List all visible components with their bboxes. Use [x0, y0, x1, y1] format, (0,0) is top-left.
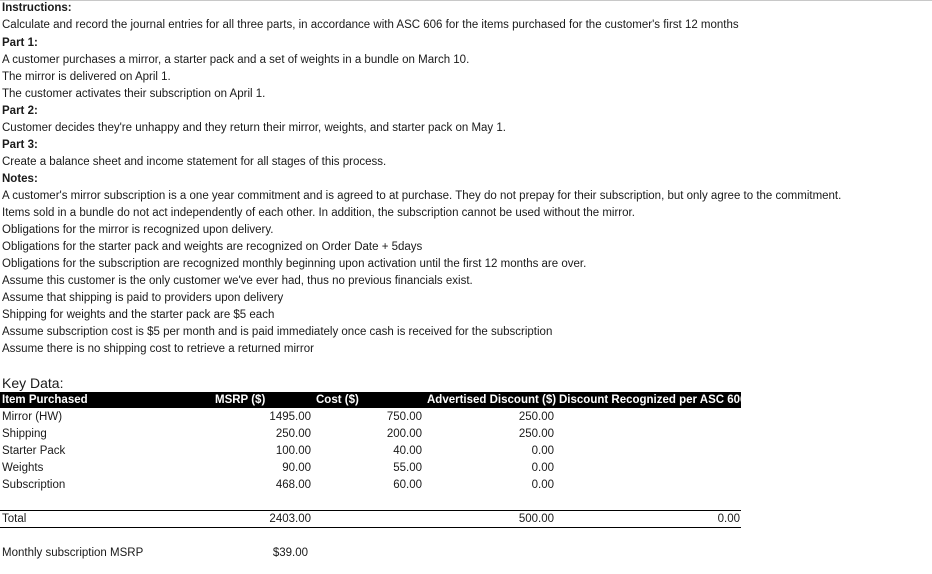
row-advertised-discount: 0.00	[531, 479, 554, 491]
part1-line: The mirror is delivered on April 1.	[2, 71, 171, 83]
row-cost: 55.00	[393, 462, 422, 474]
monthly-subscription-label: Monthly subscription MSRP	[2, 547, 144, 559]
row-msrp: 468.00	[275, 479, 311, 491]
note-line: A customer's mirror subscription is a one year commitment and is agreed to at purchase. They do not prepay for their subscription, but only agree to the commitment.	[2, 190, 842, 202]
note-line: Assume this customer is the only customer we've ever had, thus no previous financials exist.	[2, 275, 473, 287]
row-cost: 40.00	[393, 445, 422, 457]
total-asc606-discount: 0.00	[717, 513, 740, 525]
part2-line: Customer decides they're unhappy and they return their mirror, weights, and starter pack on May 1.	[2, 122, 506, 134]
total-msrp: 2403.00	[269, 513, 311, 525]
note-line: Assume that shipping is paid to providers upon delivery	[2, 292, 284, 304]
row-cost: 60.00	[393, 479, 422, 491]
row-msrp: 100.00	[275, 445, 311, 457]
row-cost: 200.00	[386, 428, 422, 440]
part1-label: Part 1:	[2, 37, 38, 49]
total-advertised-discount: 500.00	[518, 513, 554, 525]
note-line: Assume subscription cost is $5 per month and is paid immediately once cash is received for the subscription	[2, 326, 553, 338]
note-line: Obligations for the starter pack and weights are recognized on Order Date + 5days	[2, 241, 423, 253]
part1-line: A customer purchases a mirror, a starter pack and a set of weights in a bundle on March 10.	[2, 54, 470, 66]
note-line: Obligations for the mirror is recognized upon delivery.	[2, 224, 274, 236]
row-item: Mirror (HW)	[2, 411, 63, 423]
key-data-header-row	[0, 392, 747, 408]
top-border	[0, 0, 932, 1]
row-msrp: 250.00	[275, 428, 311, 440]
row-cost: 750.00	[386, 411, 422, 423]
header-msrp: MSRP ($)	[215, 394, 266, 406]
part3-label: Part 3:	[2, 139, 38, 151]
instructions-text: Calculate and record the journal entries for all three parts, in accordance with ASC 606 for the items purchased for the customer's first 12 months	[2, 19, 739, 31]
part3-line: Create a balance sheet and income statement for all stages of this process.	[2, 156, 387, 168]
notes-label: Notes:	[2, 173, 38, 185]
header-asc606-discount: Discount Recognized per ASC 606	[559, 394, 747, 406]
part2-label: Part 2:	[2, 105, 38, 117]
part1-line: The customer activates their subscription on April 1.	[2, 88, 266, 100]
total-bottom-border	[0, 527, 741, 528]
total-top-border	[0, 510, 741, 511]
note-line: Assume there is no shipping cost to retrieve a returned mirror	[2, 343, 314, 355]
key-data-title: Key Data:	[2, 375, 64, 391]
instructions-label: Instructions:	[2, 2, 72, 14]
row-advertised-discount: 0.00	[531, 445, 554, 457]
row-msrp: 90.00	[282, 462, 311, 474]
header-item: Item Purchased	[2, 394, 88, 406]
note-line: Items sold in a bundle do not act independently of each other. In addition, the subscription cannot be used without the mirror.	[2, 207, 635, 219]
row-advertised-discount: 250.00	[518, 428, 554, 440]
total-label: Total	[2, 513, 27, 525]
row-item: Weights	[2, 462, 44, 474]
row-msrp: 1495.00	[269, 411, 311, 423]
row-item: Starter Pack	[2, 445, 66, 457]
header-cost: Cost ($)	[316, 394, 359, 406]
row-item: Shipping	[2, 428, 47, 440]
monthly-subscription-value: $39.00	[272, 547, 308, 559]
header-advertised-discount: Advertised Discount ($)	[427, 394, 557, 406]
row-item: Subscription	[2, 479, 66, 491]
row-advertised-discount: 250.00	[518, 411, 554, 423]
note-line: Shipping for weights and the starter pack are $5 each	[2, 309, 275, 321]
row-advertised-discount: 0.00	[531, 462, 554, 474]
note-line: Obligations for the subscription are recognized monthly beginning upon activation until the first 12 months are over.	[2, 258, 587, 270]
